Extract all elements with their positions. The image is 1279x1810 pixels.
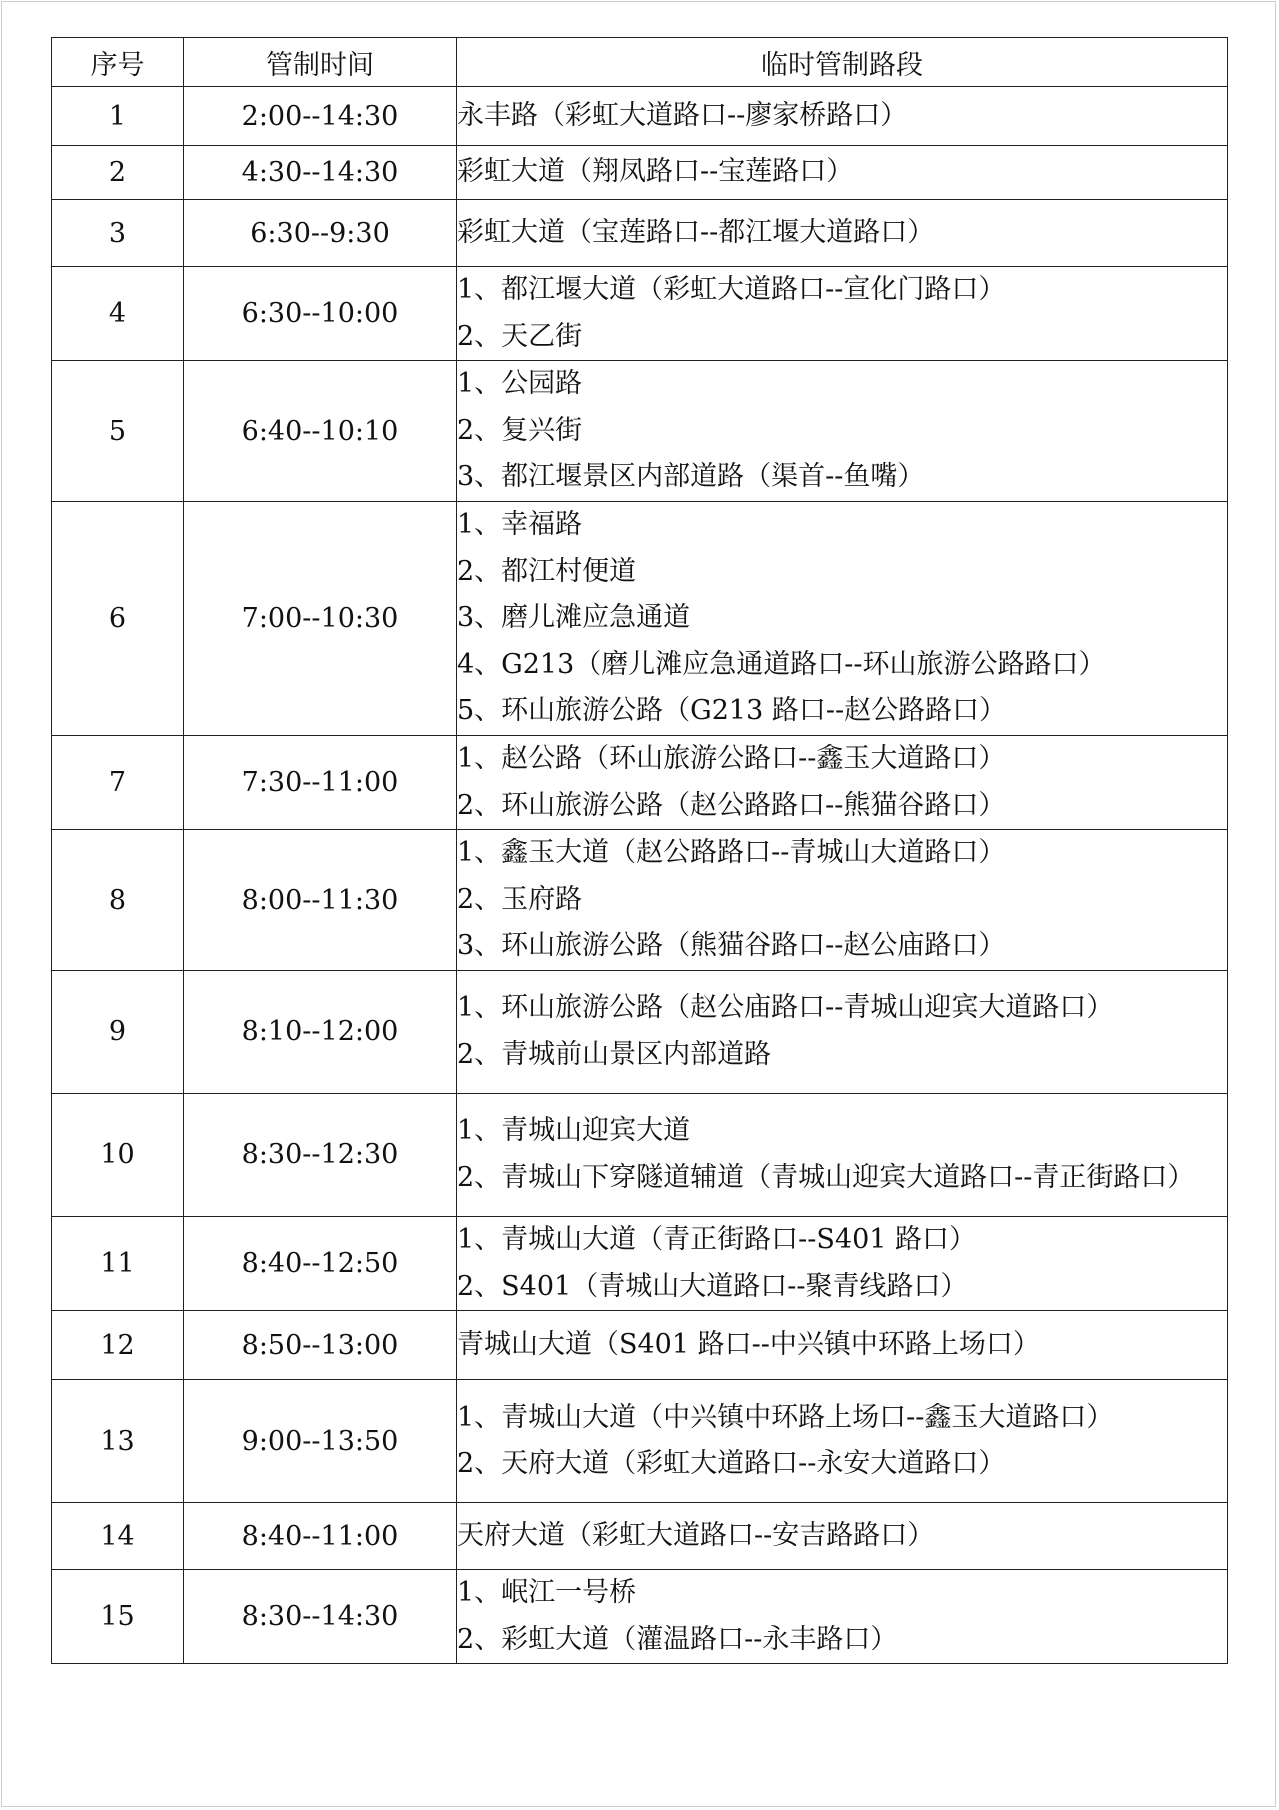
row-controlled-roads [457, 970, 1228, 1093]
row-serial-number: 5 [52, 361, 184, 502]
table-row [52, 501, 1228, 735]
road-segment: 2、S401（青城山大道路口--聚青线路口） [457, 1270, 968, 1302]
row-control-time: 8:00--11:30 [184, 830, 457, 971]
row-control-time: 6:40--10:10 [184, 361, 457, 502]
row-control-time: 8:30--14:30 [184, 1570, 457, 1664]
row-controlled-roads [457, 830, 1228, 971]
row-serial-number: 15 [52, 1570, 184, 1664]
table-row [52, 267, 1228, 361]
road-segment: 青城山大道（S401 路口--中兴镇中环路上场口） [457, 1328, 1040, 1360]
table-header-row [52, 38, 1228, 87]
row-control-time: 8:50--13:00 [184, 1311, 457, 1380]
road-segment: 2、青城前山景区内部道路 [457, 1038, 772, 1070]
table-row [52, 1380, 1228, 1503]
row-controlled-roads [457, 1570, 1228, 1664]
row-controlled-roads [457, 1311, 1228, 1380]
row-serial-number: 14 [52, 1503, 184, 1570]
row-controlled-roads [457, 146, 1228, 200]
row-controlled-roads [457, 1216, 1228, 1310]
row-serial-number: 7 [52, 735, 184, 829]
header-serial-number: 序号 [52, 38, 184, 87]
road-segment: 1、公园路 [457, 368, 583, 400]
table-row [52, 1216, 1228, 1310]
road-segment: 1、青城山大道（青正街路口--S401 路口） [457, 1223, 977, 1255]
table-row [52, 1570, 1228, 1664]
road-segment: 2、青城山下穿隧道辅道（青城山迎宾大道路口--青正街路口） [457, 1161, 1195, 1193]
row-controlled-roads [457, 1093, 1228, 1216]
row-control-time: 7:30--11:00 [184, 735, 457, 829]
road-segment: 彩虹大道（翔凤路口--宝莲路口） [457, 156, 854, 188]
table-row [52, 1093, 1228, 1216]
row-serial-number: 1 [52, 87, 184, 146]
row-serial-number: 9 [52, 970, 184, 1093]
road-segment: 3、都江堰景区内部道路（渠首--鱼嘴） [457, 461, 925, 493]
row-control-time: 8:40--12:50 [184, 1216, 457, 1310]
row-controlled-roads [457, 501, 1228, 735]
road-segment: 1、青城山大道（中兴镇中环路上场口--鑫玉大道路口） [457, 1401, 1114, 1433]
road-segment: 5、环山旅游公路（G213 路口--赵公路路口） [457, 695, 1007, 727]
row-control-time: 4:30--14:30 [184, 146, 457, 200]
road-segment: 天府大道（彩虹大道路口--安吉路路口） [457, 1519, 935, 1551]
table-row [52, 735, 1228, 829]
row-serial-number: 12 [52, 1311, 184, 1380]
road-segment: 永丰路（彩虹大道路口--廖家桥路口） [457, 99, 908, 131]
row-serial-number: 4 [52, 267, 184, 361]
header-control-time: 管制时间 [184, 38, 457, 87]
road-segment: 3、磨儿滩应急通道 [457, 602, 691, 634]
row-serial-number: 6 [52, 501, 184, 735]
header-controlled-roads: 临时管制路段 [457, 38, 1228, 87]
row-control-time: 8:40--11:00 [184, 1503, 457, 1570]
row-controlled-roads [457, 200, 1228, 267]
row-control-time: 6:30--9:30 [184, 200, 457, 267]
row-serial-number: 8 [52, 830, 184, 971]
road-segment: 1、青城山迎宾大道 [457, 1115, 691, 1147]
road-segment: 1、鑫玉大道（赵公路路口--青城山大道路口） [457, 837, 1006, 869]
table-body [52, 87, 1228, 1664]
road-segment: 1、岷江一号桥 [457, 1577, 637, 1609]
road-segment: 2、天乙街 [457, 320, 583, 352]
traffic-control-table [51, 37, 1228, 1664]
road-segment: 3、环山旅游公路（熊猫谷路口--赵公庙路口） [457, 930, 1006, 962]
road-segment: 2、复兴街 [457, 414, 583, 446]
table-row [52, 830, 1228, 971]
row-serial-number: 13 [52, 1380, 184, 1503]
road-segment: 2、玉府路 [457, 883, 583, 915]
road-segment: 4、G213（磨儿滩应急通道路口--环山旅游公路路口） [457, 648, 1106, 680]
row-controlled-roads [457, 1503, 1228, 1570]
road-segment: 1、赵公路（环山旅游公路口--鑫玉大道路口） [457, 742, 1006, 774]
row-control-time: 6:30--10:00 [184, 267, 457, 361]
row-controlled-roads [457, 1380, 1228, 1503]
row-serial-number: 11 [52, 1216, 184, 1310]
row-controlled-roads [457, 735, 1228, 829]
table-row [52, 361, 1228, 502]
row-control-time: 7:00--10:30 [184, 501, 457, 735]
table-row [52, 1503, 1228, 1570]
row-serial-number: 3 [52, 200, 184, 267]
row-controlled-roads [457, 267, 1228, 361]
row-control-time: 8:30--12:30 [184, 1093, 457, 1216]
road-segment: 2、环山旅游公路（赵公路路口--熊猫谷路口） [457, 789, 1006, 821]
row-serial-number: 10 [52, 1093, 184, 1216]
row-serial-number: 2 [52, 146, 184, 200]
table-row [52, 970, 1228, 1093]
road-segment: 彩虹大道（宝莲路口--都江堰大道路口） [457, 216, 935, 248]
row-control-time: 9:00--13:50 [184, 1380, 457, 1503]
table-row [52, 87, 1228, 146]
table-row [52, 1311, 1228, 1380]
road-segment: 1、幸福路 [457, 508, 583, 540]
row-controlled-roads [457, 87, 1228, 146]
road-segment: 1、都江堰大道（彩虹大道路口--宣化门路口） [457, 274, 1006, 305]
table-row [52, 146, 1228, 200]
road-segment: 2、都江村便道 [457, 555, 637, 587]
road-segment: 2、天府大道（彩虹大道路口--永安大道路口） [457, 1448, 1006, 1480]
table-row [52, 200, 1228, 267]
road-segment: 1、环山旅游公路（赵公庙路口--青城山迎宾大道路口） [457, 992, 1114, 1024]
road-segment: 2、彩虹大道（灌温路口--永丰路口） [457, 1623, 898, 1655]
row-control-time: 2:00--14:30 [184, 87, 457, 146]
row-controlled-roads [457, 361, 1228, 502]
row-control-time: 8:10--12:00 [184, 970, 457, 1093]
